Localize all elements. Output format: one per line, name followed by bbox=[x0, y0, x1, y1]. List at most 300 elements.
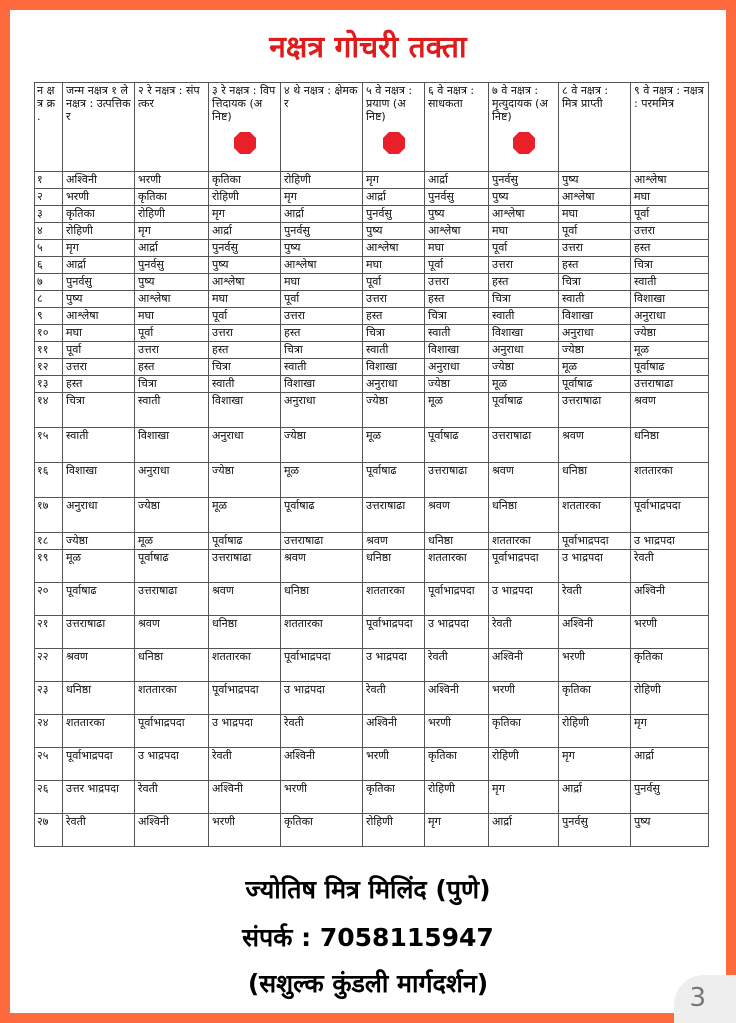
nakshatra-cell: पूर्वाभाद्रपदा bbox=[425, 583, 489, 616]
row-number-cell: १६ bbox=[35, 463, 63, 498]
nakshatra-cell: ज्येष्ठा bbox=[559, 342, 631, 359]
nakshatra-cell: पूर्वा bbox=[209, 308, 281, 325]
table-row bbox=[35, 583, 709, 616]
nakshatra-cell: विशाखा bbox=[281, 376, 363, 393]
nakshatra-cell: मूळ bbox=[363, 428, 425, 463]
row-number-cell: १५ bbox=[35, 428, 63, 463]
nakshatra-cell: पूर्वाभाद्रपदा bbox=[363, 616, 425, 649]
nakshatra-cell: पूर्वाषाढ bbox=[559, 376, 631, 393]
nakshatra-cell: स्वाती bbox=[559, 291, 631, 308]
header-cell: जन्म नक्षत्र १ ले नक्षत्र : उत्पत्तिकर bbox=[63, 83, 135, 172]
nakshatra-cell: पूर्वा bbox=[363, 274, 425, 291]
table-row bbox=[35, 342, 709, 359]
nakshatra-cell: मृग bbox=[631, 715, 709, 748]
stop-sign-icon bbox=[233, 131, 257, 155]
nakshatra-cell: धनिष्ठा bbox=[425, 533, 489, 550]
nakshatra-cell: श्रवण bbox=[281, 550, 363, 583]
nakshatra-cell: रोहिणी bbox=[135, 206, 209, 223]
nakshatra-cell: शततारका bbox=[135, 682, 209, 715]
nakshatra-cell: पूर्वा bbox=[631, 206, 709, 223]
footer-contact bbox=[10, 920, 726, 954]
nakshatra-table bbox=[34, 82, 709, 847]
nakshatra-cell: मघा bbox=[489, 223, 559, 240]
nakshatra-cell: श्रवण bbox=[425, 498, 489, 533]
nakshatra-cell: आश्लेषा bbox=[281, 257, 363, 274]
nakshatra-cell: रोहिणी bbox=[631, 682, 709, 715]
nakshatra-cell: रोहिणी bbox=[209, 189, 281, 206]
nakshatra-cell: आश्लेषा bbox=[559, 189, 631, 206]
nakshatra-cell: हस्त bbox=[559, 257, 631, 274]
nakshatra-cell: कृतिका bbox=[63, 206, 135, 223]
nakshatra-cell: ज्येष्ठा bbox=[425, 376, 489, 393]
nakshatra-cell: पूर्वाभाद्रपदा bbox=[63, 748, 135, 781]
nakshatra-cell: शततारका bbox=[363, 583, 425, 616]
row-number-cell: २७ bbox=[35, 814, 63, 847]
table-row bbox=[35, 616, 709, 649]
nakshatra-cell: रेवती bbox=[489, 616, 559, 649]
nakshatra-cell: भरणी bbox=[281, 781, 363, 814]
nakshatra-cell: ज्येष्ठा bbox=[63, 533, 135, 550]
nakshatra-cell: कृतिका bbox=[425, 748, 489, 781]
nakshatra-cell: पुनर्वसु bbox=[559, 814, 631, 847]
nakshatra-cell: पूर्वाषाढ bbox=[135, 550, 209, 583]
row-number-cell: २२ bbox=[35, 649, 63, 682]
table-row bbox=[35, 359, 709, 376]
table-row bbox=[35, 781, 709, 814]
nakshatra-cell: आश्लेषा bbox=[135, 291, 209, 308]
nakshatra-cell: अश्विनी bbox=[425, 682, 489, 715]
table-row bbox=[35, 206, 709, 223]
nakshatra-cell: हस्त bbox=[363, 308, 425, 325]
row-number-cell: १९ bbox=[35, 550, 63, 583]
row-number-cell: ७ bbox=[35, 274, 63, 291]
nakshatra-cell: रेवती bbox=[135, 781, 209, 814]
nakshatra-cell: धनिष्ठा bbox=[209, 616, 281, 649]
nakshatra-cell: हस्त bbox=[209, 342, 281, 359]
header-cell: ४ थे नक्षत्र : क्षेमकर bbox=[281, 83, 363, 172]
nakshatra-cell: उ भाद्रपदा bbox=[631, 533, 709, 550]
row-number-cell: १२ bbox=[35, 359, 63, 376]
nakshatra-cell: उत्तराषाढा bbox=[489, 428, 559, 463]
nakshatra-cell: उत्तराषाढा bbox=[63, 616, 135, 649]
nakshatra-cell: अनुराधा bbox=[425, 359, 489, 376]
table-row bbox=[35, 715, 709, 748]
nakshatra-cell: आश्लेषा bbox=[63, 308, 135, 325]
nakshatra-cell: उ भाद्रपदा bbox=[425, 616, 489, 649]
nakshatra-cell: श्रवण bbox=[631, 393, 709, 428]
contact-label: संपर्क : bbox=[242, 923, 320, 952]
nakshatra-cell: अनुराधा bbox=[281, 393, 363, 428]
stop-sign-icon bbox=[512, 131, 536, 155]
contact-phone: 7058115947 bbox=[319, 923, 494, 952]
table-row bbox=[35, 274, 709, 291]
table-row bbox=[35, 376, 709, 393]
row-number-cell: २० bbox=[35, 583, 63, 616]
nakshatra-cell: मूळ bbox=[63, 550, 135, 583]
row-number-cell: ५ bbox=[35, 240, 63, 257]
nakshatra-cell: अश्विनी bbox=[559, 616, 631, 649]
nakshatra-cell: अनुराधा bbox=[63, 498, 135, 533]
nakshatra-cell: पूर्वाषाढ bbox=[425, 428, 489, 463]
nakshatra-cell: भरणी bbox=[135, 172, 209, 189]
nakshatra-cell: पूर्वा bbox=[63, 342, 135, 359]
nakshatra-cell: उत्तरा bbox=[559, 240, 631, 257]
nakshatra-cell: मघा bbox=[63, 325, 135, 342]
nakshatra-cell: पूर्वाषाढ bbox=[631, 359, 709, 376]
nakshatra-cell: आर्द्रा bbox=[281, 206, 363, 223]
nakshatra-cell: आर्द्रा bbox=[425, 172, 489, 189]
nakshatra-cell: रेवती bbox=[425, 649, 489, 682]
nakshatra-cell: उत्तराषाढा bbox=[631, 376, 709, 393]
nakshatra-cell: आर्द्रा bbox=[209, 223, 281, 240]
nakshatra-cell: पुनर्वसु bbox=[63, 274, 135, 291]
nakshatra-cell: उ भाद्रपदा bbox=[135, 748, 209, 781]
nakshatra-cell: कृतिका bbox=[209, 172, 281, 189]
nakshatra-cell: उ भाद्रपदा bbox=[363, 649, 425, 682]
header-cell bbox=[363, 83, 425, 172]
row-number-cell: ६ bbox=[35, 257, 63, 274]
nakshatra-cell: विशाखा bbox=[363, 359, 425, 376]
row-number-cell: २६ bbox=[35, 781, 63, 814]
nakshatra-cell: चित्रा bbox=[209, 359, 281, 376]
nakshatra-cell: स्वाती bbox=[209, 376, 281, 393]
nakshatra-cell: ज्येष्ठा bbox=[363, 393, 425, 428]
nakshatra-cell: धनिष्ठा bbox=[135, 649, 209, 682]
nakshatra-cell: आश्लेषा bbox=[209, 274, 281, 291]
nakshatra-cell: अनुराधा bbox=[631, 308, 709, 325]
nakshatra-cell: पुनर्वसु bbox=[281, 223, 363, 240]
nakshatra-cell: अनुराधा bbox=[559, 325, 631, 342]
nakshatra-cell: शततारका bbox=[559, 498, 631, 533]
nakshatra-cell: श्रवण bbox=[489, 463, 559, 498]
nakshatra-cell: श्रवण bbox=[135, 616, 209, 649]
nakshatra-cell: श्रवण bbox=[363, 533, 425, 550]
row-number-cell: ४ bbox=[35, 223, 63, 240]
header-cell: न क्ष त्र क्र . bbox=[35, 83, 63, 172]
nakshatra-cell: भरणी bbox=[425, 715, 489, 748]
nakshatra-cell: पुनर्वसु bbox=[489, 172, 559, 189]
header-label: ७ वे नक्षत्र : मृत्युदायक (अनिष्ट) bbox=[492, 84, 548, 123]
nakshatra-cell: आर्द्रा bbox=[489, 814, 559, 847]
nakshatra-cell: पुष्य bbox=[135, 274, 209, 291]
nakshatra-cell: भरणी bbox=[631, 616, 709, 649]
nakshatra-cell: श्रवण bbox=[209, 583, 281, 616]
nakshatra-cell: मूळ bbox=[209, 498, 281, 533]
nakshatra-cell: विशाखा bbox=[559, 308, 631, 325]
nakshatra-cell: पूर्वा bbox=[425, 257, 489, 274]
table-row bbox=[35, 189, 709, 206]
nakshatra-cell: चित्रा bbox=[559, 274, 631, 291]
nakshatra-cell: मघा bbox=[559, 206, 631, 223]
nakshatra-cell: रोहिणी bbox=[559, 715, 631, 748]
nakshatra-cell: पूर्वाषाढ bbox=[363, 463, 425, 498]
table-body bbox=[35, 172, 709, 847]
nakshatra-cell: भरणी bbox=[209, 814, 281, 847]
nakshatra-cell: पुष्य bbox=[209, 257, 281, 274]
nakshatra-cell: श्रवण bbox=[63, 649, 135, 682]
row-number-cell: १८ bbox=[35, 533, 63, 550]
nakshatra-cell: उत्तरा bbox=[631, 223, 709, 240]
nakshatra-cell: धनिष्ठा bbox=[63, 682, 135, 715]
nakshatra-cell: पूर्वा bbox=[135, 325, 209, 342]
nakshatra-cell: पूर्वाषाढ bbox=[489, 393, 559, 428]
nakshatra-cell: अश्विनी bbox=[631, 583, 709, 616]
nakshatra-cell: अश्विनी bbox=[489, 649, 559, 682]
nakshatra-cell: पुष्य bbox=[425, 206, 489, 223]
nakshatra-cell: स्वाती bbox=[135, 393, 209, 428]
nakshatra-cell: हस्त bbox=[631, 240, 709, 257]
nakshatra-cell: ज्येष्ठा bbox=[209, 463, 281, 498]
page-title: नक्षत्र गोचरी तक्ता bbox=[269, 30, 467, 65]
nakshatra-cell: उत्तरा bbox=[489, 257, 559, 274]
nakshatra-cell: विशाखा bbox=[135, 428, 209, 463]
nakshatra-cell: हस्त bbox=[135, 359, 209, 376]
footer-note: (सशुल्क कुंडली मार्गदर्शन) bbox=[247, 969, 489, 998]
nakshatra-cell: शततारका bbox=[631, 463, 709, 498]
nakshatra-cell: मृग bbox=[63, 240, 135, 257]
table-row bbox=[35, 498, 709, 533]
table-row bbox=[35, 240, 709, 257]
nakshatra-cell: श्रवण bbox=[559, 428, 631, 463]
nakshatra-cell: मघा bbox=[135, 308, 209, 325]
nakshatra-cell: भरणी bbox=[489, 682, 559, 715]
nakshatra-cell: उ भाद्रपदा bbox=[489, 583, 559, 616]
nakshatra-cell: आश्लेषा bbox=[631, 172, 709, 189]
table-row bbox=[35, 682, 709, 715]
header-cell: ८ वे नक्षत्र : मित्र प्राप्ती bbox=[559, 83, 631, 172]
row-number-cell: १ bbox=[35, 172, 63, 189]
row-number-cell: १४ bbox=[35, 393, 63, 428]
table-row bbox=[35, 428, 709, 463]
nakshatra-cell: अनुराधा bbox=[363, 376, 425, 393]
nakshatra-cell: उत्तराषाढा bbox=[559, 393, 631, 428]
nakshatra-cell: पुष्य bbox=[63, 291, 135, 308]
row-number-cell: ११ bbox=[35, 342, 63, 359]
nakshatra-cell: ज्येष्ठा bbox=[281, 428, 363, 463]
header-cell bbox=[209, 83, 281, 172]
nakshatra-cell: उत्तरा bbox=[363, 291, 425, 308]
nakshatra-cell: मघा bbox=[281, 274, 363, 291]
nakshatra-cell: मघा bbox=[209, 291, 281, 308]
nakshatra-cell: उ भाद्रपदा bbox=[209, 715, 281, 748]
nakshatra-cell: उत्तराषाढा bbox=[425, 463, 489, 498]
nakshatra-cell: स्वाती bbox=[281, 359, 363, 376]
nakshatra-cell: विशाखा bbox=[63, 463, 135, 498]
nakshatra-cell: चित्रा bbox=[489, 291, 559, 308]
header-cell: ६ वे नक्षत्र : साधकता bbox=[425, 83, 489, 172]
nakshatra-cell: पूर्वाभाद्रपदा bbox=[281, 649, 363, 682]
nakshatra-cell: पुनर्वसु bbox=[363, 206, 425, 223]
nakshatra-cell: आर्द्रा bbox=[363, 189, 425, 206]
row-number-cell: २४ bbox=[35, 715, 63, 748]
page bbox=[10, 10, 726, 1013]
nakshatra-cell: रेवती bbox=[209, 748, 281, 781]
table-row bbox=[35, 533, 709, 550]
table-row bbox=[35, 308, 709, 325]
nakshatra-cell: उत्तरा bbox=[135, 342, 209, 359]
header-cell bbox=[489, 83, 559, 172]
footer-author: ज्योतिष मित्र मिलिंद (पुणे) bbox=[245, 875, 491, 904]
table-row bbox=[35, 550, 709, 583]
row-number-cell: २५ bbox=[35, 748, 63, 781]
nakshatra-cell: रेवती bbox=[559, 583, 631, 616]
nakshatra-cell: अनुराधा bbox=[135, 463, 209, 498]
row-number-cell: २३ bbox=[35, 682, 63, 715]
nakshatra-cell: उत्तरा bbox=[425, 274, 489, 291]
nakshatra-cell: धनिष्ठा bbox=[489, 498, 559, 533]
nakshatra-cell: भरणी bbox=[559, 649, 631, 682]
nakshatra-cell: अनुराधा bbox=[489, 342, 559, 359]
nakshatra-cell: रोहिणी bbox=[63, 223, 135, 240]
nakshatra-cell: रेवती bbox=[363, 682, 425, 715]
nakshatra-cell: कृतिका bbox=[559, 682, 631, 715]
nakshatra-cell: मृग bbox=[489, 781, 559, 814]
table-row bbox=[35, 257, 709, 274]
nakshatra-cell: मृग bbox=[135, 223, 209, 240]
nakshatra-cell: रोहिणी bbox=[489, 748, 559, 781]
nakshatra-cell: अश्विनी bbox=[363, 715, 425, 748]
nakshatra-cell: स्वाती bbox=[363, 342, 425, 359]
nakshatra-cell: पूर्वाषाढ bbox=[209, 533, 281, 550]
nakshatra-cell: मूळ bbox=[631, 342, 709, 359]
nakshatra-cell: आर्द्रा bbox=[559, 781, 631, 814]
nakshatra-cell: मृग bbox=[209, 206, 281, 223]
nakshatra-cell: शततारका bbox=[489, 533, 559, 550]
table-row bbox=[35, 814, 709, 847]
nakshatra-cell: उत्तरा bbox=[63, 359, 135, 376]
nakshatra-cell: पूर्वाभाद्रपदा bbox=[559, 533, 631, 550]
nakshatra-cell: पूर्वा bbox=[489, 240, 559, 257]
nakshatra-cell: भरणी bbox=[363, 748, 425, 781]
nakshatra-cell: उत्तरा bbox=[209, 325, 281, 342]
nakshatra-cell: पूर्वाभाद्रपदा bbox=[209, 682, 281, 715]
nakshatra-cell: हस्त bbox=[63, 376, 135, 393]
nakshatra-cell: चित्रा bbox=[63, 393, 135, 428]
nakshatra-cell: धनिष्ठा bbox=[631, 428, 709, 463]
nakshatra-cell: स्वाती bbox=[631, 274, 709, 291]
table-row bbox=[35, 393, 709, 428]
nakshatra-cell: कृतिका bbox=[281, 814, 363, 847]
nakshatra-cell: रोहिणी bbox=[425, 781, 489, 814]
nakshatra-cell: पूर्वा bbox=[559, 223, 631, 240]
nakshatra-cell: रेवती bbox=[63, 814, 135, 847]
nakshatra-cell: कृतिका bbox=[489, 715, 559, 748]
nakshatra-cell: शततारका bbox=[209, 649, 281, 682]
header-cell: २ रे नक्षत्र : संपत्कर bbox=[135, 83, 209, 172]
nakshatra-cell: मूळ bbox=[281, 463, 363, 498]
row-number-cell: ९ bbox=[35, 308, 63, 325]
table-row bbox=[35, 291, 709, 308]
nakshatra-cell: मूळ bbox=[489, 376, 559, 393]
nakshatra-cell: कृतिका bbox=[631, 649, 709, 682]
nakshatra-cell: पूर्वाषाढ bbox=[281, 498, 363, 533]
nakshatra-cell: उत्तरा bbox=[281, 308, 363, 325]
nakshatra-cell: ज्येष्ठा bbox=[135, 498, 209, 533]
nakshatra-cell: पूर्वाभाद्रपदा bbox=[631, 498, 709, 533]
header-label: ५ वे नक्षत्र : प्रयाण (अनिष्ट) bbox=[366, 84, 413, 123]
nakshatra-cell: स्वाती bbox=[489, 308, 559, 325]
nakshatra-cell: पुष्य bbox=[559, 172, 631, 189]
table-row bbox=[35, 463, 709, 498]
nakshatra-cell: रोहिणी bbox=[363, 814, 425, 847]
nakshatra-cell: अश्विनी bbox=[135, 814, 209, 847]
nakshatra-cell: मघा bbox=[425, 240, 489, 257]
nakshatra-cell: पुनर्वसु bbox=[209, 240, 281, 257]
nakshatra-cell: ज्येष्ठा bbox=[489, 359, 559, 376]
nakshatra-cell: मूळ bbox=[135, 533, 209, 550]
nakshatra-cell: चित्रा bbox=[135, 376, 209, 393]
table-row bbox=[35, 748, 709, 781]
nakshatra-cell: विशाखा bbox=[425, 342, 489, 359]
nakshatra-cell: उ भाद्रपदा bbox=[281, 682, 363, 715]
nakshatra-cell: शततारका bbox=[425, 550, 489, 583]
nakshatra-cell: अश्विनी bbox=[281, 748, 363, 781]
row-number-cell: १३ bbox=[35, 376, 63, 393]
nakshatra-cell: आर्द्रा bbox=[631, 748, 709, 781]
nakshatra-cell: विशाखा bbox=[209, 393, 281, 428]
nakshatra-cell: चित्रा bbox=[363, 325, 425, 342]
nakshatra-cell: ज्येष्ठा bbox=[631, 325, 709, 342]
nakshatra-cell: शततारका bbox=[63, 715, 135, 748]
row-number-cell: १० bbox=[35, 325, 63, 342]
nakshatra-cell: हस्त bbox=[281, 325, 363, 342]
nakshatra-cell: आर्द्रा bbox=[63, 257, 135, 274]
nakshatra-cell: मघा bbox=[631, 189, 709, 206]
nakshatra-cell: पुष्य bbox=[489, 189, 559, 206]
row-number-cell: २१ bbox=[35, 616, 63, 649]
nakshatra-cell: मृग bbox=[281, 189, 363, 206]
nakshatra-cell: कृतिका bbox=[135, 189, 209, 206]
nakshatra-cell: हस्त bbox=[425, 291, 489, 308]
nakshatra-cell: उत्तराषाढा bbox=[281, 533, 363, 550]
nakshatra-cell: पूर्वाभाद्रपदा bbox=[489, 550, 559, 583]
nakshatra-cell: पुनर्वसु bbox=[425, 189, 489, 206]
nakshatra-cell: धनिष्ठा bbox=[363, 550, 425, 583]
nakshatra-cell: आश्लेषा bbox=[489, 206, 559, 223]
nakshatra-cell: मघा bbox=[363, 257, 425, 274]
nakshatra-cell: पुनर्वसु bbox=[631, 781, 709, 814]
stop-sign-icon bbox=[382, 131, 406, 155]
nakshatra-cell: मृग bbox=[425, 814, 489, 847]
nakshatra-cell: चित्रा bbox=[425, 308, 489, 325]
nakshatra-cell: चित्रा bbox=[631, 257, 709, 274]
nakshatra-cell: पूर्वाषाढ bbox=[63, 583, 135, 616]
row-number-cell: ३ bbox=[35, 206, 63, 223]
row-number-cell: १७ bbox=[35, 498, 63, 533]
nakshatra-cell: पुष्य bbox=[281, 240, 363, 257]
nakshatra-cell: आश्लेषा bbox=[363, 240, 425, 257]
nakshatra-cell: चित्रा bbox=[281, 342, 363, 359]
nakshatra-cell: रोहिणी bbox=[281, 172, 363, 189]
nakshatra-cell: आश्लेषा bbox=[425, 223, 489, 240]
page-number: 3 bbox=[689, 983, 706, 1013]
table-row bbox=[35, 172, 709, 189]
nakshatra-cell: रेवती bbox=[631, 550, 709, 583]
nakshatra-cell: शततारका bbox=[281, 616, 363, 649]
table-header-row bbox=[35, 83, 709, 172]
nakshatra-cell: भरणी bbox=[63, 189, 135, 206]
nakshatra-cell: धनिष्ठा bbox=[559, 463, 631, 498]
nakshatra-cell: धनिष्ठा bbox=[281, 583, 363, 616]
nakshatra-cell: अश्विनी bbox=[209, 781, 281, 814]
nakshatra-cell: स्वाती bbox=[63, 428, 135, 463]
nakshatra-cell: उत्तराषाढा bbox=[135, 583, 209, 616]
nakshatra-cell: मूळ bbox=[559, 359, 631, 376]
header-label: ३ रे नक्षत्र : विपत्तिदायक (अनिष्ट) bbox=[212, 84, 276, 123]
nakshatra-cell: उ भाद्रपदा bbox=[559, 550, 631, 583]
nakshatra-cell: पूर्वा bbox=[281, 291, 363, 308]
nakshatra-cell: विशाखा bbox=[489, 325, 559, 342]
